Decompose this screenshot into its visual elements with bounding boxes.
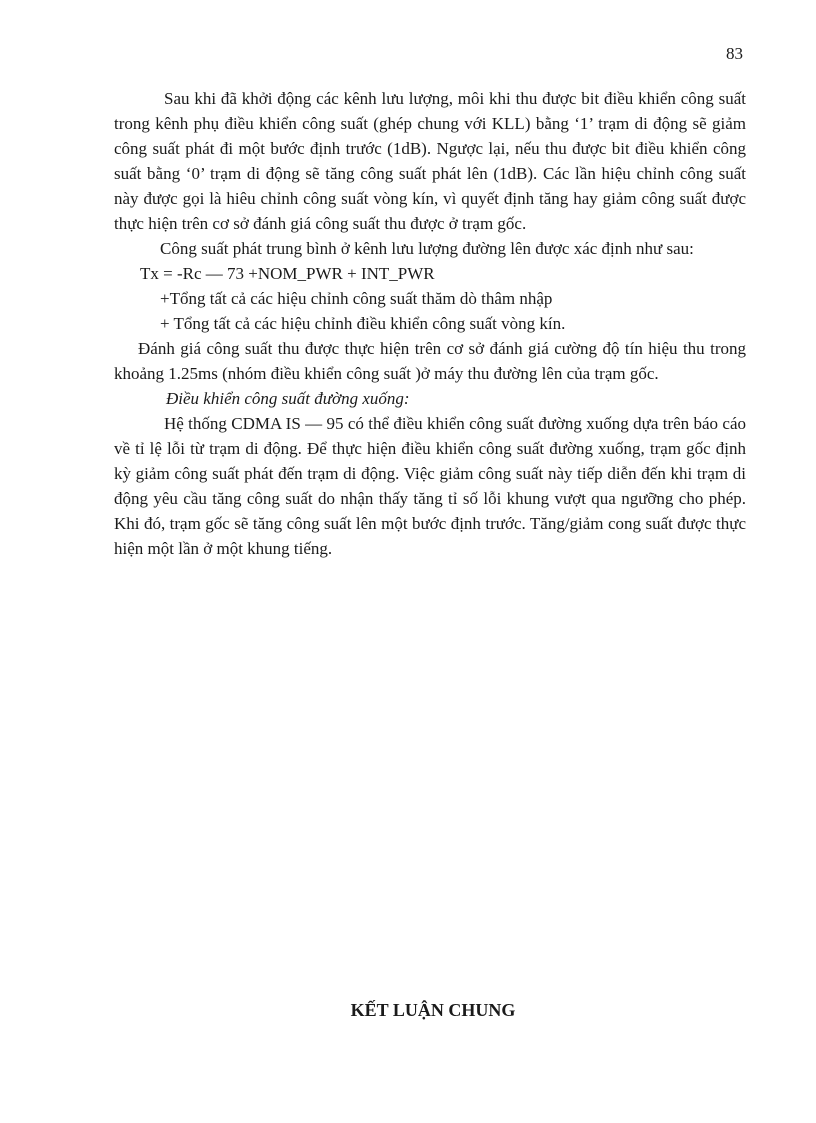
paragraph-average-transmit-power: Công suất phát trung bình ở kênh lưu lượng đường lên được xác định như sau: [160,239,694,258]
subheading-forward-link-power-control: Điều khiển công suất đường xuống: [166,389,410,408]
page-body [114,86,746,561]
conclusion-heading: KẾT LUẬN CHUNG [350,1000,516,1020]
formula-term-closed-loop: + Tổng tất cả các hiệu chỉnh điều khiển công suất vòng kín. [160,314,566,333]
paragraph-received-power-estimate: Đánh giá công suất thu được thực hiện trên cơ sở đánh giá cường độ tín hiệu thu trong khoảng 1.25ms (nhóm điều khiển công suất )ở máy thu đường lên của trạm gốc. [114,339,746,383]
paragraph-closed-loop-control: Sau khi đã khởi động các kênh lưu lượng, môi khi thu được bit điều khiển công suất trong kênh phụ điều khiển công suất (ghép chung với KLL) bằng ‘1’ trạm di động sẽ giảm công suất phát đi một bước định trước (1dB). Ngược lại, nếu thu được bit điều khiển công suất bằng ‘0’ trạm di động sẽ tăng công suất phát lên (1dB). Các lần hiệu chỉnh công suất này được gọi là hiêu chỉnh công suất vòng kín, vì quyết định tăng hay giảm công suất được thực hiện trên cơ sở đánh giá công suất thu được ở trạm gốc. [114,89,746,233]
page-number: 83 [726,44,743,63]
transmit-power-formula: Tx = -Rc — 73 +NOM_PWR + INT_PWR [140,264,435,283]
formula-term-access-probe: +Tổng tất cả các hiệu chỉnh công suất thăm dò thâm nhập [160,289,553,308]
paragraph-forward-link-control: Hệ thống CDMA IS — 95 có thể điều khiển công suất đường xuống dựa trên báo cáo về tỉ lệ lỗi từ trạm di động. Để thực hiện điều khiển công suất đường xuống, trạm gốc định kỳ giảm công suất phát đến trạm di động. Việc giảm công suất này tiếp diễn đến khi trạm di động yêu cầu tăng công suất do nhận thấy tăng tỉ số lỗi khung vượt qua ngưỡng cho phép. Khi đó, trạm gốc sẽ tăng công suất lên một bước định trước. Tăng/giảm cong suất được thực hiện một lần ở một khung tiếng. [114,414,746,558]
